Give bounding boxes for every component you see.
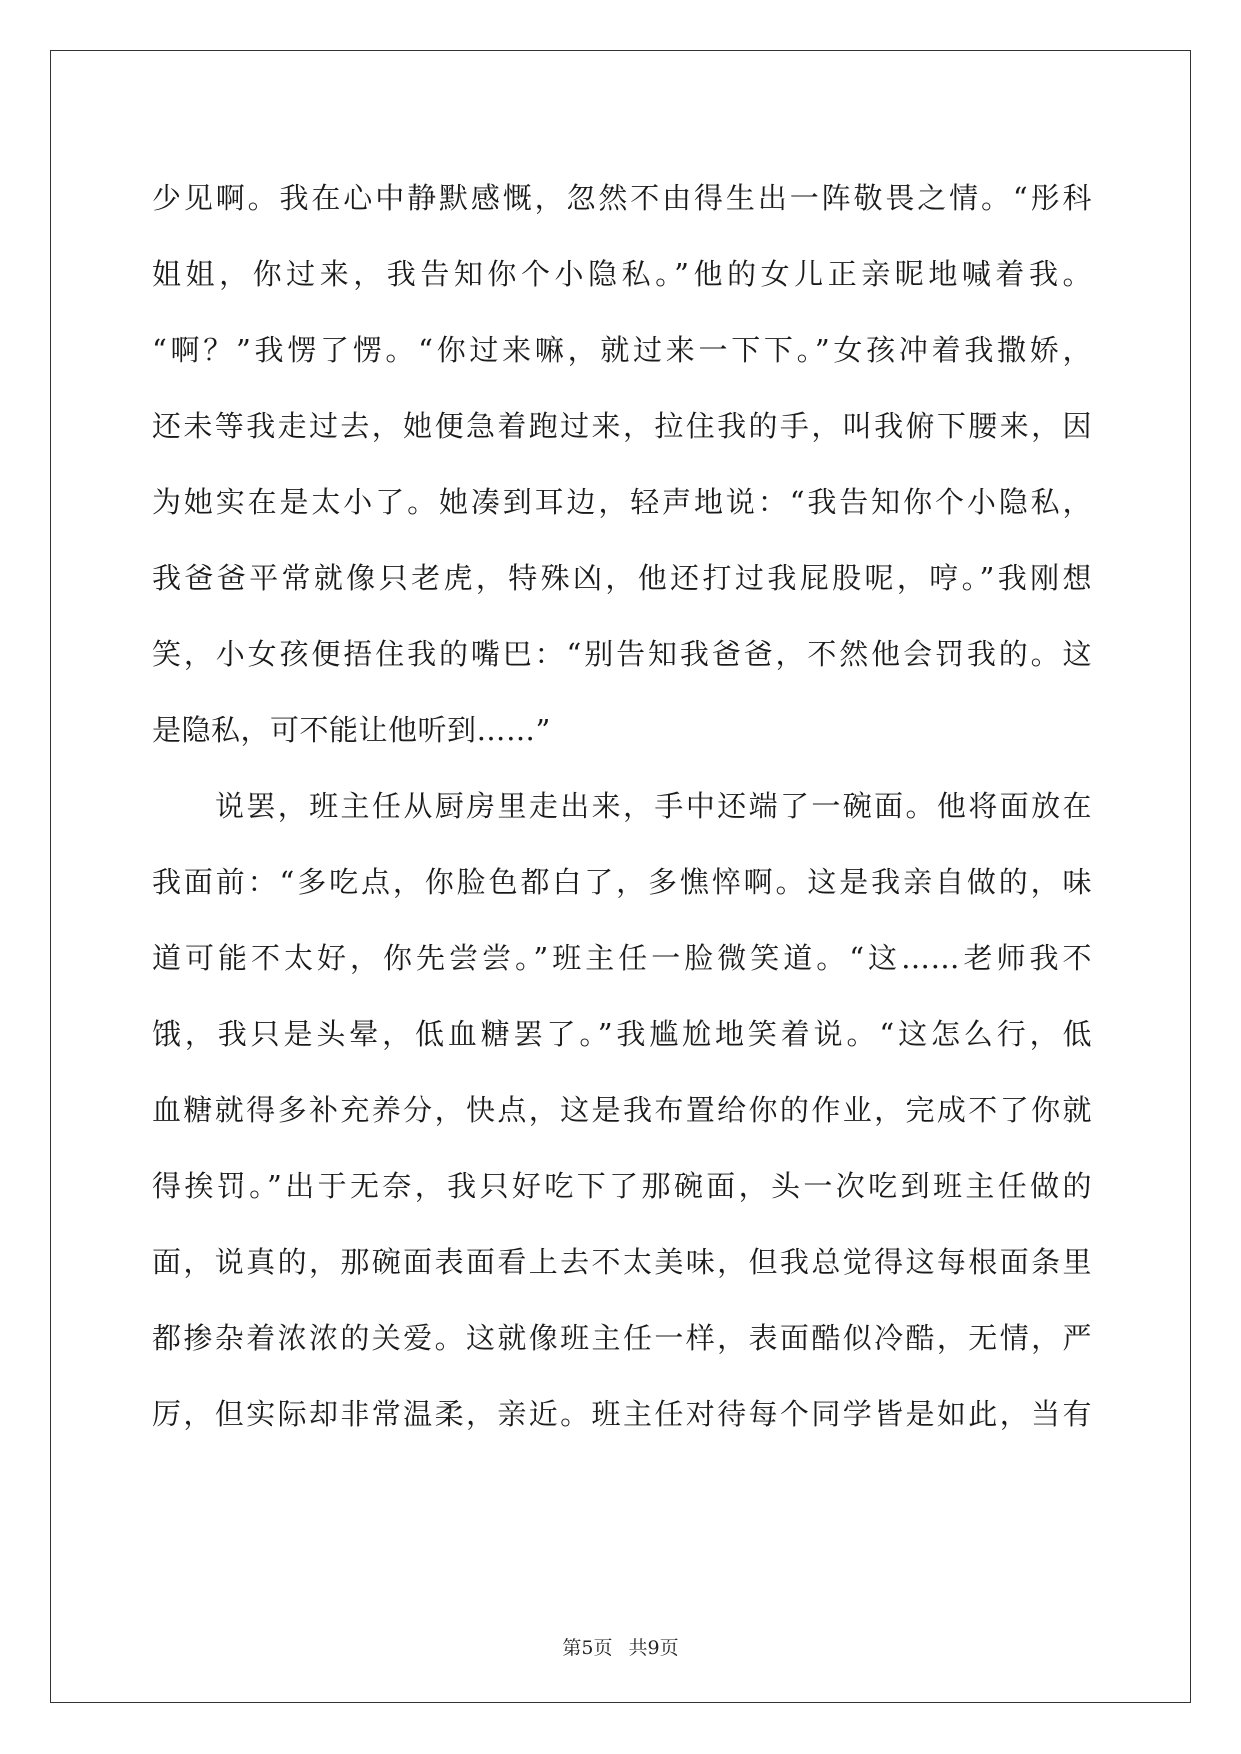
paragraph-1	[152, 160, 1092, 768]
text-line: 厉，但实际却非常温柔，亲近。班主任对待每个同学皆是如此，当有	[152, 1397, 1092, 1431]
text-line: 血糖就得多补充养分，快点，这是我布置给你的作业，完成不了你就	[152, 1093, 1092, 1127]
text-line: 面，说真的，那碗面表面看上去不太美味，但我总觉得这每根面条里	[152, 1245, 1092, 1279]
text-line: 说罢，班主任从厨房里走出来，手中还端了一碗面。他将面放在	[215, 789, 1092, 823]
text-line: “啊？”我愣了愣。“你过来嘛，就过来一下下。”女孩冲着我撒娇，	[152, 333, 1092, 367]
page-total: 共9页	[628, 1637, 679, 1659]
text-line: 少见啊。我在心中静默感慨，忽然不由得生出一阵敬畏之情。“彤科	[152, 181, 1092, 215]
text-line: 饿，我只是头晕，低血糖罢了。”我尴尬地笑着说。“这怎么行，低	[152, 1017, 1092, 1051]
text-line: 道可能不太好，你先尝尝。”班主任一脸微笑道。“这……老师我不	[152, 941, 1092, 975]
text-line: 都掺杂着浓浓的关爱。这就像班主任一样，表面酷似冷酷，无情，严	[152, 1321, 1092, 1355]
page-number: 第5页	[562, 1637, 613, 1659]
paragraph-2	[152, 768, 1092, 1452]
document-body	[152, 160, 1092, 1452]
text-line: 是隐私，可不能让他听到……”	[152, 713, 551, 747]
text-line: 姐姐，你过来，我告知你个小隐私。”他的女儿正亲昵地喊着我。	[152, 257, 1092, 291]
text-line: 还未等我走过去，她便急着跑过来，拉住我的手，叫我俯下腰来，因	[152, 409, 1092, 443]
text-line: 笑，小女孩便捂住我的嘴巴：“别告知我爸爸，不然他会罚我的。这	[152, 637, 1092, 671]
text-line: 得挨罚。”出于无奈，我只好吃下了那碗面，头一次吃到班主任做的	[152, 1169, 1092, 1203]
page-footer	[0, 1633, 1241, 1660]
text-line: 我爸爸平常就像只老虎，特殊凶，他还打过我屁股呢，哼。”我刚想	[152, 561, 1092, 595]
text-line: 为她实在是太小了。她凑到耳边，轻声地说：“我告知你个小隐私，	[152, 485, 1092, 519]
text-line: 我面前：“多吃点，你脸色都白了，多憔悴啊。这是我亲自做的，味	[152, 865, 1092, 899]
